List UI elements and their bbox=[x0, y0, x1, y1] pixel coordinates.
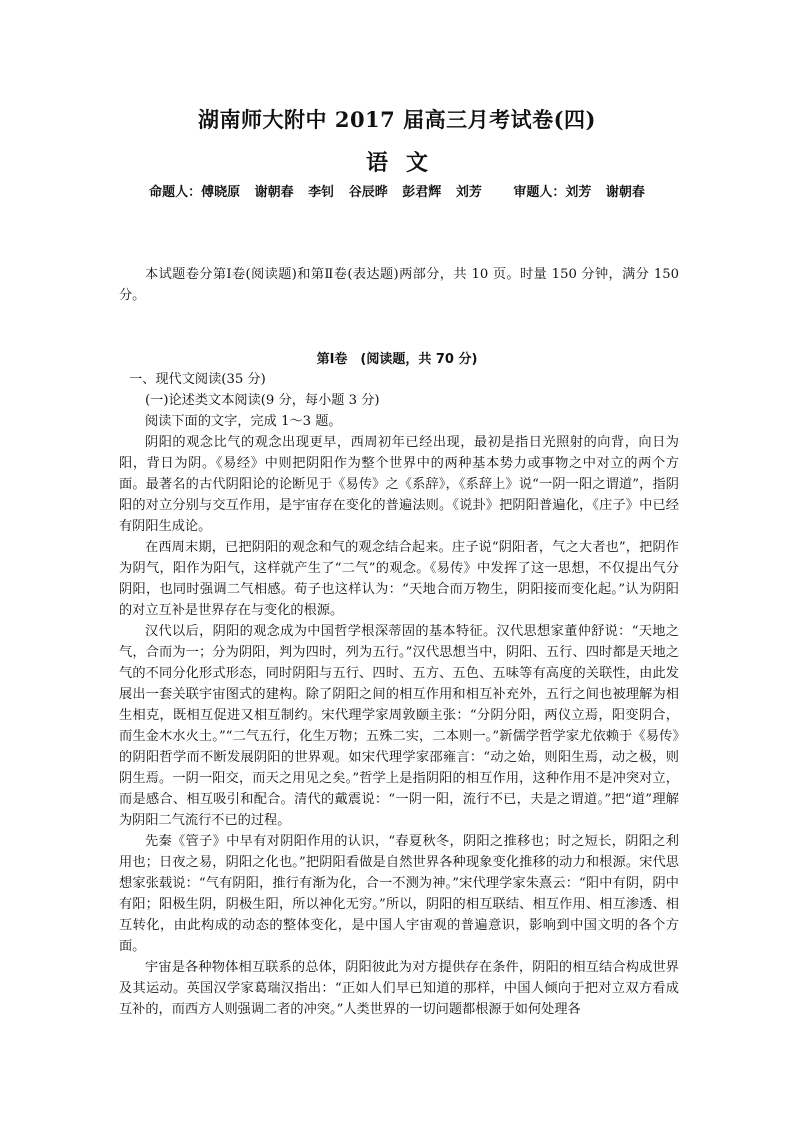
reviewers-label: 审题人： bbox=[513, 185, 566, 200]
author-name: 谢朝春 bbox=[254, 185, 294, 200]
part1-heading: 第Ⅰ卷 (阅读题，共 70 分) bbox=[316, 352, 478, 367]
reviewer-name: 谢朝春 bbox=[605, 185, 645, 200]
passage-paragraph: 汉代以后，阴阳的观念成为中国哲学根深蒂固的基本特征。汉代思想家董仲舒说：“天地之气，合而为一；分为阴阳，判为四时，列为五行。”汉代思想当中，阴阳、五行、四时都是天地之气的不同分化形式形态，同时阴阳与五行、四时、五方、五色、五味等有高度的关联性，由此发展出一套关联宇宙图式的建构。除了阴阳之间的相互作用和相互补充外，五行之间也被理解为相生相克，既相互促进又相互制约。宋代理学家周敦颐主张：“分阴分阳，两仪立焉，阳变阴合，而生金木水火土。”“二气五行，化生万物；五殊二实，二本则一。”新儒学哲学家尤依赖于《易传》的阴阳哲学而不断发展阴阳的世界观。如宋代理学家邵雍言：“动之始，则阳生焉，动之极，则阴生焉。一阴一阳交，而天之用见之矣。”哲学上是指阴阳的相互作用，这种作用不是冲突对立，而是感合、相互吸引和配合。清代的戴震说：“一阴一阳，流行不已，夫是之谓道。”把“道”理解为阴阳二气流行不已的过程。 bbox=[119, 624, 679, 828]
reviewer-name: 刘芳 bbox=[565, 185, 592, 200]
author-name: 傅晓原 bbox=[201, 185, 241, 200]
reading-body bbox=[119, 369, 679, 1020]
author-name: 彭君辉 bbox=[402, 185, 442, 200]
author-name: 谷辰晔 bbox=[348, 185, 388, 200]
passage-paragraph: 先秦《管子》中早有对阴阳作用的认识，“春夏秋冬，阴阳之推移也；时之短长，阴阳之利用也；日夜之易，阴阳之化也。”把阴阳看做是自然世界各种现象变化推移的动力和根源。宋代思想家张载说：“气有阴阳，推行有渐为化，合一不测为神。”宋代理学家朱熹云：“阳中有阴，阴中有阳；阳极生阴，阴极生阳，所以神化无穷。”所以，阴阳的相互联结、相互作用、相互渗透、相互转化，由此构成的动态的整体变化，是中国人宇宙观的普遍意识，影响到中国文明的各个方面。 bbox=[119, 834, 679, 954]
subject-title: 语文 bbox=[365, 150, 446, 176]
author-name: 刘芳 bbox=[455, 185, 482, 200]
instruction-text: 阅读下面的文字，完成 1～3 题。 bbox=[145, 414, 342, 429]
passage-paragraph: 在西周末期，已把阴阳的观念和气的观念结合起来。庄子说“阴阳者，气之大者也”，把阴作为阴气，阳作为阳气，这样就产生了“二气”的观念。《易传》中发挥了这一思想，不仅提出气分阴阳，也同时强调二气相感。荀子也这样认为：“天地合而万物生，阴阳接而变化起。”认为阴阳的对立互补是世界存在与变化的根源。 bbox=[119, 540, 679, 618]
passage-paragraph: 宇宙是各种物体相互联系的总体，阴阳彼此为对方提供存在条件，阴阳的相互结合构成世界及其运动。英国汉学家葛瑞汉指出：“正如人们早已知道的那样，中国人倾向于把对立双方看成互补的，而西方人则强调二者的冲突。”人类世界的一切问题都根源于如何处理各 bbox=[119, 960, 679, 1017]
passage-paragraph: 阴阳的观念比气的观念出现更早，西周初年已经出现，最初是指日光照射的向背，向日为阳，背日为阴。《易经》中则把阴阳作为整个世界中的两种基本势力或事物之中对立的两个方面。最著名的古代阴阳论的论断见于《易传》之《系辞》，《系辞上》说“一阴一阳之谓道”，指阴阳的对立分别与交互作用，是宇宙存在变化的普遍法则。《说卦》把阴阳普遍化，《庄子》中已经有阴阳生成论。 bbox=[119, 435, 679, 534]
section-heading: 一、现代文阅读(35 分) bbox=[129, 372, 266, 387]
exam-title: 湖南师大附中 2017 届高三月考试卷(四) bbox=[198, 107, 596, 132]
exam-intro: 本试题卷分第Ⅰ卷(阅读题)和第Ⅱ卷(表达题)两部分，共 10 页。时量 150 分钟，满分 150 分。 bbox=[119, 267, 679, 303]
authors-label: 命题人： bbox=[149, 185, 202, 200]
subsection-heading: (一)论述类文本阅读(9 分，每小题 3 分) bbox=[145, 393, 380, 408]
author-name: 李钊 bbox=[308, 185, 335, 200]
authors-line bbox=[0, 181, 794, 200]
